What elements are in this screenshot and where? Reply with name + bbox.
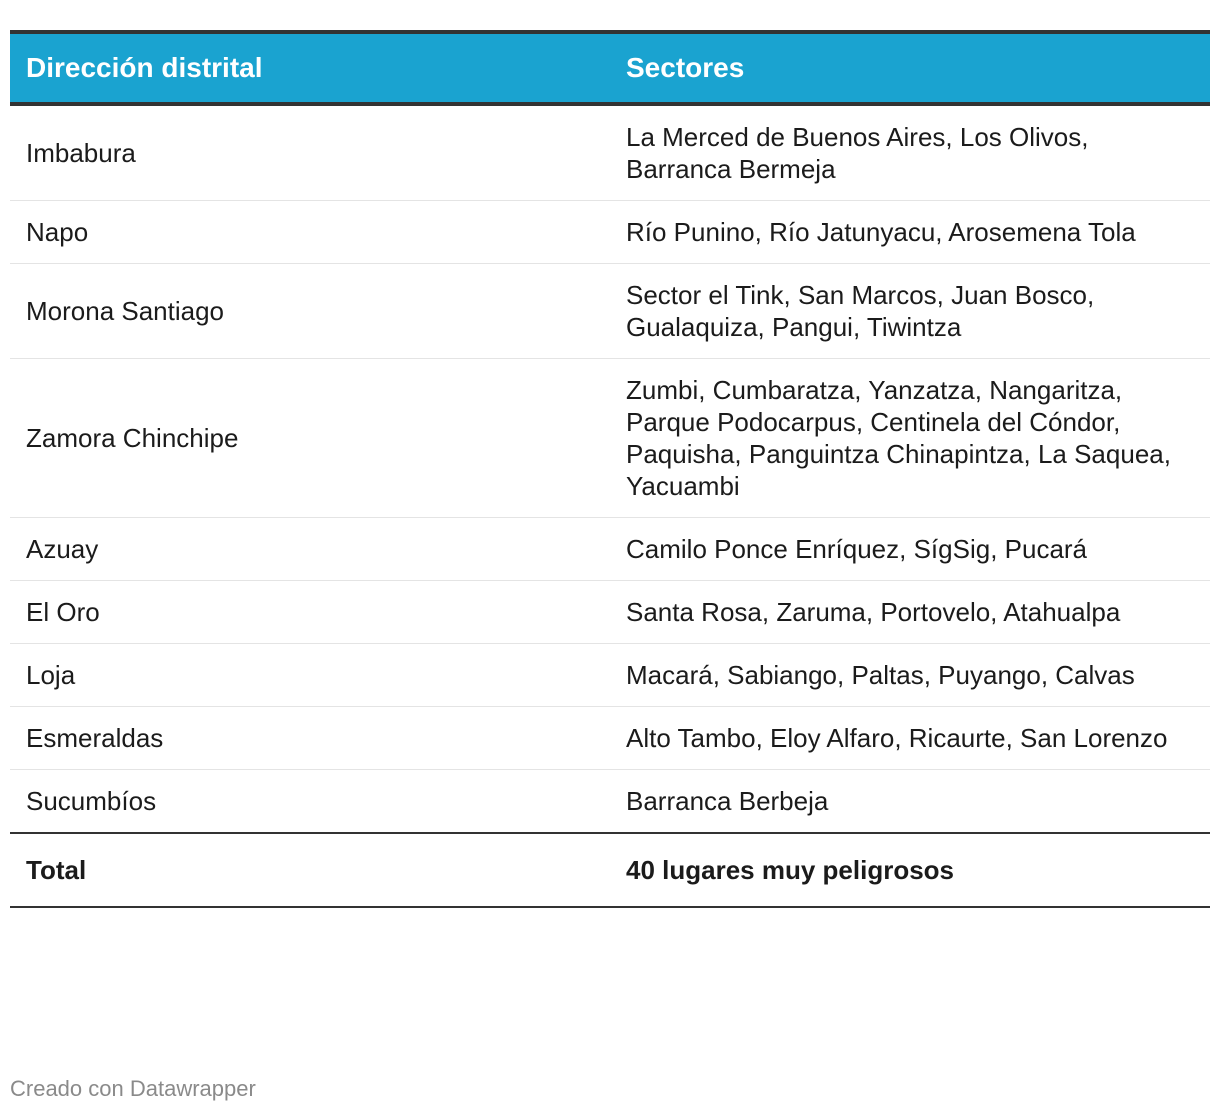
table-row [10, 518, 1210, 581]
cell-direccion: Imbabura [10, 104, 610, 201]
table-row [10, 644, 1210, 707]
cell-sectores: Macará, Sabiango, Paltas, Puyango, Calvas [610, 644, 1210, 707]
table-row [10, 770, 1210, 834]
table-row [10, 359, 1210, 518]
table-row [10, 201, 1210, 264]
cell-direccion: Azuay [10, 518, 610, 581]
total-value: 40 lugares muy peligrosos [610, 833, 1210, 907]
cell-sectores: Zumbi, Cumbaratza, Yanzatza, Nangaritza, Parque Podocarpus, Centinela del Cóndor, Paquisha, Panguintza Chinapintza, La Saquea, Yacuambi [610, 359, 1210, 518]
cell-direccion: Zamora Chinchipe [10, 359, 610, 518]
cell-sectores: Río Punino, Río Jatunyacu, Arosemena Tola [610, 201, 1210, 264]
cell-sectores: Santa Rosa, Zaruma, Portovelo, Atahualpa [610, 581, 1210, 644]
table-row [10, 264, 1210, 359]
cell-sectores: Alto Tambo, Eloy Alfaro, Ricaurte, San Lorenzo [610, 707, 1210, 770]
total-row [10, 833, 1210, 907]
cell-direccion: Sucumbíos [26, 786, 157, 816]
cell-direccion: Loja [10, 644, 610, 707]
datawrapper-credit-link[interactable]: Creado con Datawrapper [10, 1076, 256, 1101]
cell-sectores: Barranca Berbeja [626, 786, 829, 816]
column-header-direccion[interactable]: Dirección distrital [10, 32, 610, 104]
cell-sectores: Sector el Tink, San Marcos, Juan Bosco, Gualaquiza, Pangui, Tiwintza [610, 264, 1210, 359]
table-row [10, 104, 1210, 201]
cell-direccion: Napo [10, 201, 610, 264]
table-header-row [10, 32, 1210, 104]
cell-sectores: La Merced de Buenos Aires, Los Olivos, Barranca Bermeja [610, 104, 1210, 201]
cell-direccion: Morona Santiago [10, 264, 610, 359]
sectors-table [10, 30, 1210, 908]
cell-direccion: El Oro [10, 581, 610, 644]
table-row [10, 707, 1210, 770]
table-row [10, 581, 1210, 644]
cell-direccion: Esmeraldas [10, 707, 610, 770]
total-label: Total [10, 833, 610, 907]
column-header-sectores[interactable]: Sectores [610, 32, 1210, 104]
cell-sectores: Camilo Ponce Enríquez, SígSig, Pucará [610, 518, 1210, 581]
data-table-container [10, 30, 1210, 908]
